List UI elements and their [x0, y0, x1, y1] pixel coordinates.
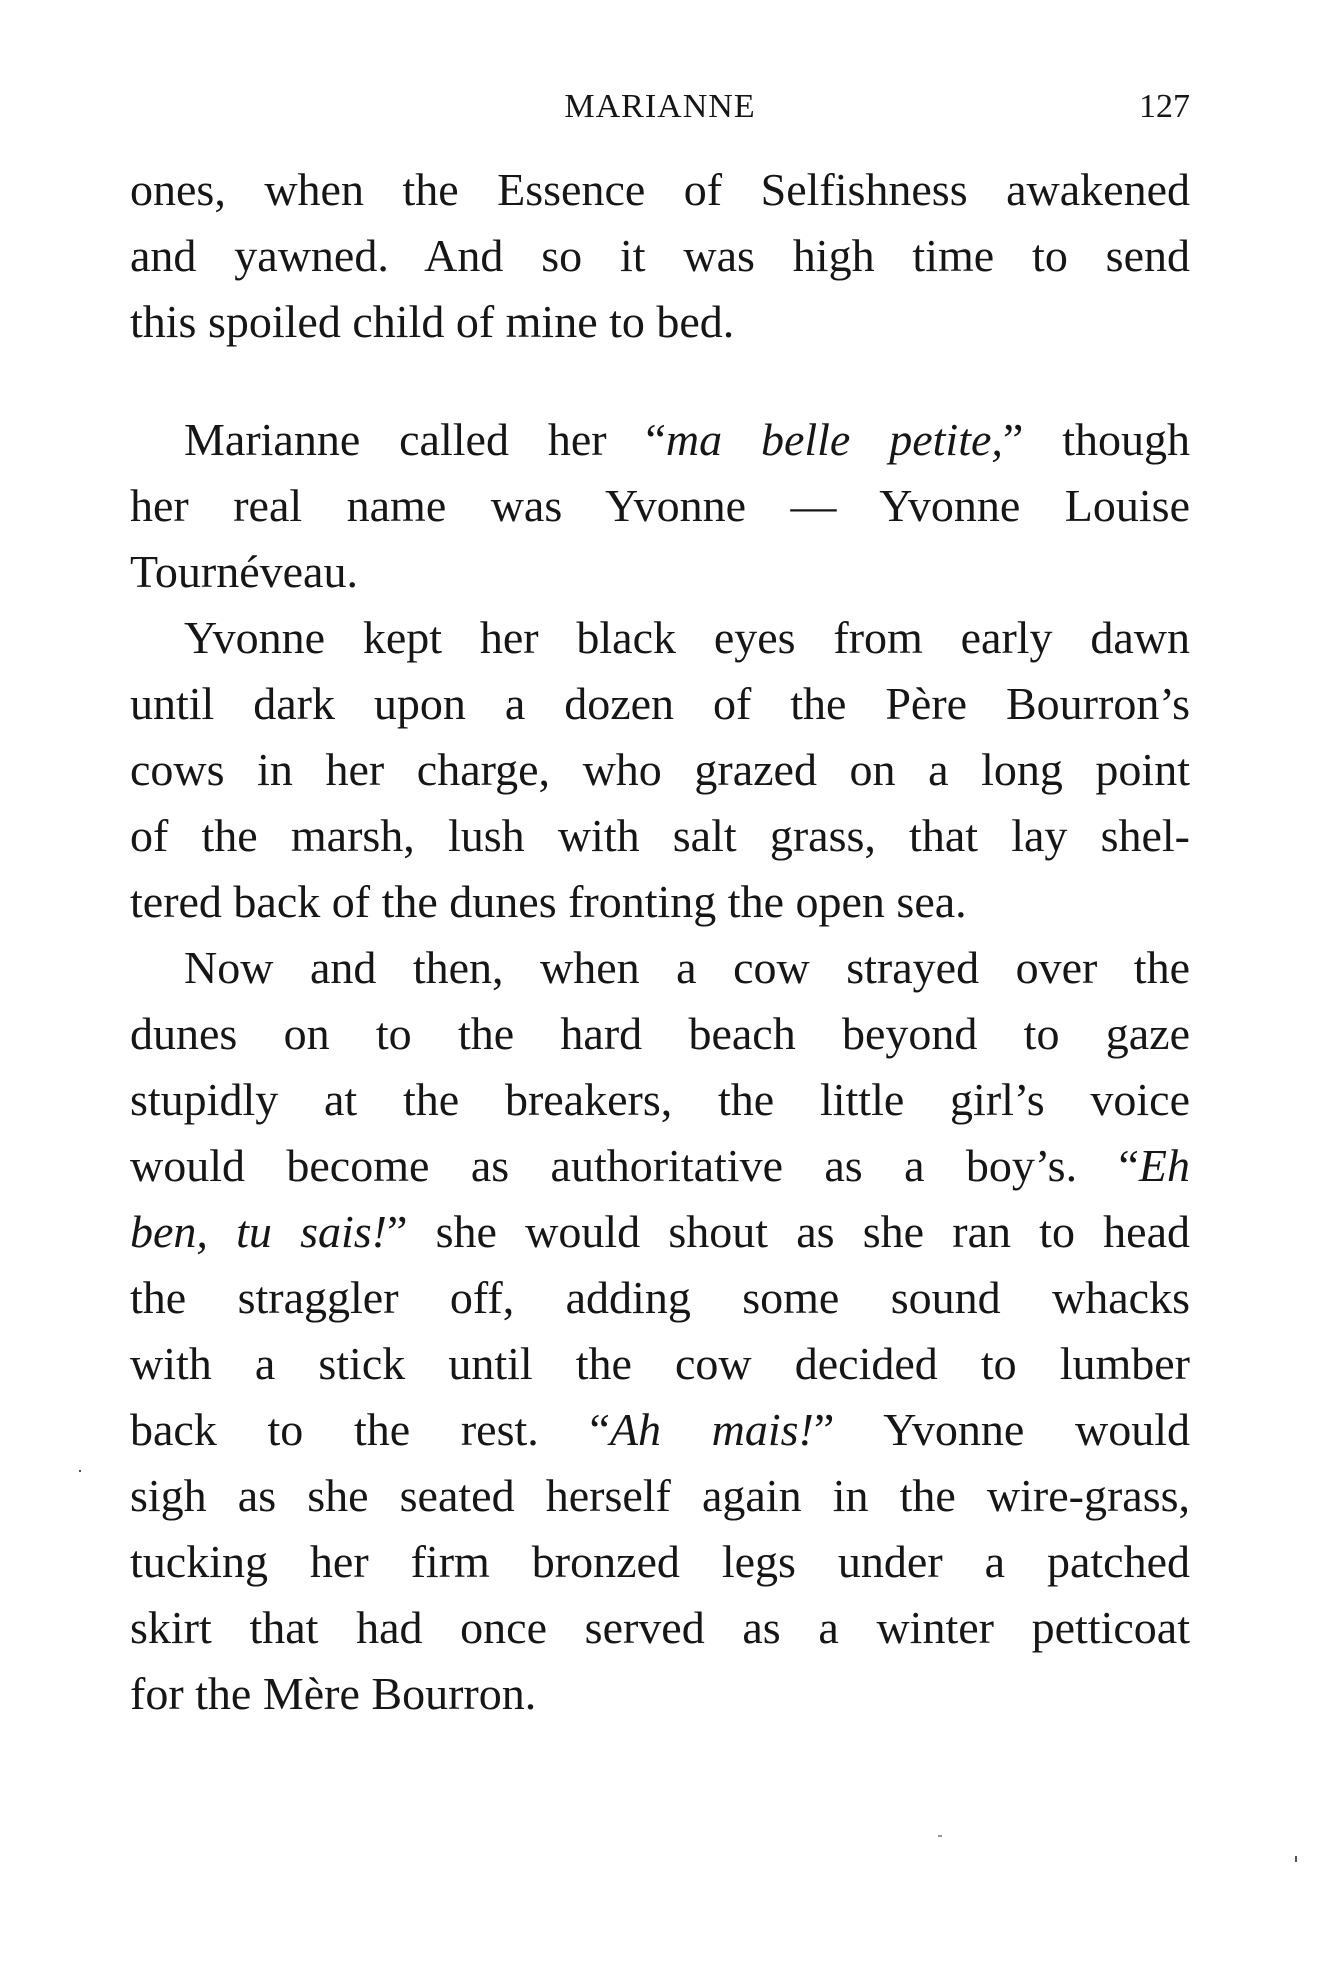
text-line	[130, 1661, 1190, 1727]
page-number: 127	[1139, 88, 1190, 125]
text-segment: this spoiled child of mine to bed.	[130, 296, 735, 347]
italic-text-segment: Ah mais!	[609, 1404, 814, 1455]
text-line	[130, 1397, 1190, 1463]
text-line	[130, 1199, 1190, 1265]
text-segment: Marianne called her “	[184, 414, 666, 465]
scan-speck	[79, 1470, 81, 1472]
text-segment: of the marsh, lush with salt grass, that lay shel-	[130, 810, 1190, 861]
text-line	[130, 1265, 1190, 1331]
text-segment: Now and then, when a cow strayed over the	[184, 942, 1190, 993]
text-line	[130, 1067, 1190, 1133]
text-line	[130, 935, 1190, 1001]
text-line	[130, 671, 1190, 737]
italic-text-segment: ben, tu sais!	[130, 1206, 387, 1257]
text-segment: her real name was Yvonne — Yvonne Louise	[130, 480, 1190, 531]
italic-text-segment: ma belle petite,	[665, 414, 1003, 465]
text-line	[130, 1001, 1190, 1067]
text-line	[130, 605, 1190, 671]
text-segment: ” though	[1002, 414, 1190, 465]
text-line	[130, 1331, 1190, 1397]
text-segment: Tournéveau.	[130, 546, 358, 597]
text-segment: ” she would shout as she ran to head	[387, 1206, 1190, 1257]
body-text	[130, 157, 1190, 1727]
text-line	[130, 1463, 1190, 1529]
text-line	[130, 157, 1190, 223]
text-segment: back to the rest. “	[130, 1404, 610, 1455]
text-segment: tered back of the dunes fronting the open sea.	[130, 876, 967, 927]
text-line	[130, 223, 1190, 289]
text-line	[130, 539, 1190, 605]
text-line	[130, 1133, 1190, 1199]
scan-speck	[938, 1835, 942, 1837]
text-line	[130, 407, 1190, 473]
text-line	[130, 869, 1190, 935]
running-title: MARIANNE	[564, 88, 756, 125]
text-segment: with a stick until the cow decided to lumber	[130, 1338, 1190, 1389]
page-header	[130, 88, 1190, 136]
text-segment: ones, when the Essence of Selfishness awakened	[130, 164, 1190, 215]
text-segment: skirt that had once served as a winter petticoat	[130, 1602, 1190, 1653]
text-segment: cows in her charge, who grazed on a long point	[130, 744, 1190, 795]
text-segment: dunes on to the hard beach beyond to gaze	[130, 1008, 1190, 1059]
text-segment: Yvonne kept her black eyes from early dawn	[184, 612, 1190, 663]
text-segment: and yawned. And so it was high time to send	[130, 230, 1190, 281]
text-segment: the straggler off, adding some sound whacks	[130, 1272, 1190, 1323]
text-line	[130, 473, 1190, 539]
text-line	[130, 1529, 1190, 1595]
text-segment: would become as authoritative as a boy’s. “	[130, 1140, 1139, 1191]
text-line	[130, 803, 1190, 869]
text-line	[130, 289, 1190, 355]
text-segment: tucking her firm bronzed legs under a patched	[130, 1536, 1190, 1587]
text-segment: for the Mère Bourron.	[130, 1668, 537, 1719]
text-segment: until dark upon a dozen of the Père Bourron’s	[130, 678, 1190, 729]
italic-text-segment: Eh	[1138, 1140, 1190, 1191]
text-segment: stupidly at the breakers, the little girl’s voice	[130, 1074, 1190, 1125]
text-segment: sigh as she seated herself again in the wire-grass,	[130, 1470, 1190, 1521]
text-segment: ” Yvonne would	[813, 1404, 1190, 1455]
scan-speck	[1295, 1856, 1297, 1862]
paragraph-gap	[130, 355, 1190, 407]
text-line	[130, 1595, 1190, 1661]
text-line	[130, 737, 1190, 803]
